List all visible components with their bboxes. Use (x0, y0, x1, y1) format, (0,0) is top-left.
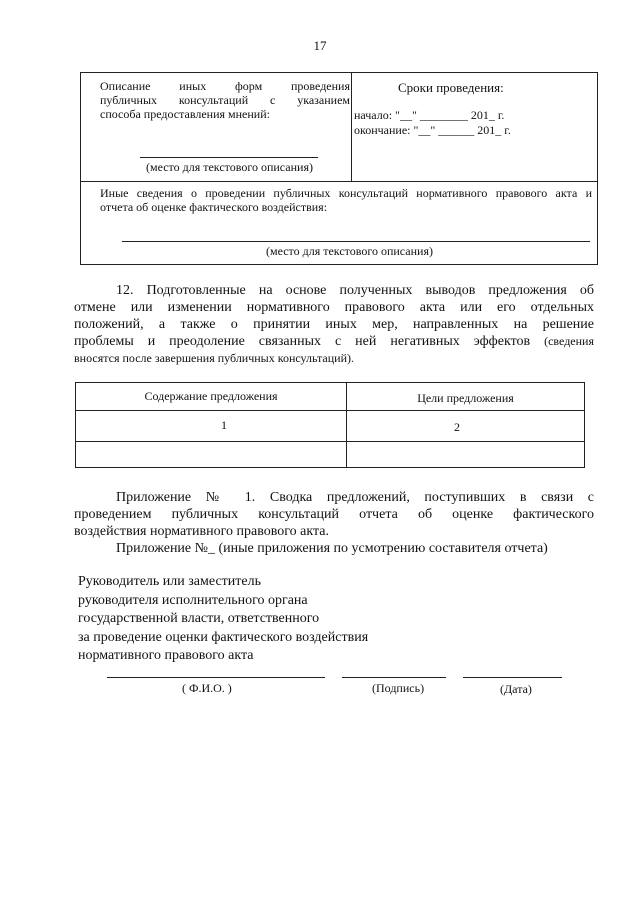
text-placeholder-line (140, 157, 318, 158)
text-placeholder-caption: (место для текстового описания) (146, 160, 313, 174)
table-divider-horizontal (76, 441, 584, 442)
signer-line: государственной власти, ответственного (78, 611, 320, 626)
signer-line: Руководитель или заместитель (78, 574, 261, 589)
fio-signature-line (107, 677, 325, 678)
signer-line: нормативного правового акта (78, 648, 254, 663)
appendix-line: проведением публичных консультаций отчета об оценке фактического (74, 507, 594, 522)
signer-line: за проведение оценки фактического воздействия (78, 629, 369, 645)
description-line: публичных консультаций с указанием (100, 93, 350, 107)
paragraph-line-text: проблемы и преодоление связанных с ней негативных эффектов (74, 334, 531, 349)
signer-line: руководителя исполнительного органа (78, 592, 308, 608)
other-info-placeholder-line (122, 241, 590, 242)
column-number-1: 1 (221, 418, 227, 432)
other-forms-description (100, 79, 350, 121)
paragraph-note-line: вносятся после завершения публичных консультаций). (74, 351, 355, 365)
start-date-line: начало: "__" ________ 201_ г. (354, 108, 505, 122)
paragraph-note: (сведения (544, 334, 594, 348)
table-divider-horizontal (76, 410, 584, 411)
other-info-caption: (место для текстового описания) (266, 244, 433, 258)
other-info-line: Иные сведения о проведении публичных консультаций нормативного правового акта и (100, 186, 592, 200)
appendix-line: Приложение №_ (иные приложения по усмотрению составителя отчета) (116, 541, 548, 556)
sign-signature-line (342, 677, 446, 678)
table-divider-vertical (351, 73, 352, 181)
fio-caption: ( Ф.И.О. ) (182, 681, 232, 695)
description-line: способа предоставления мнений: (100, 107, 270, 121)
paragraph-line: положений, а также о принятии иных мер, направленных на решение (74, 317, 594, 332)
terms-title: Сроки проведения: (398, 80, 504, 95)
appendix-line: Приложение № 1. Сводка предложений, поступивших в связи с (116, 490, 594, 505)
page-number: 17 (313, 38, 327, 53)
description-line: Описание иных форм проведения (100, 79, 350, 93)
header-proposal-goals: Цели предложения (417, 391, 514, 405)
appendix-section (74, 489, 594, 557)
column-number-2: 2 (454, 420, 460, 434)
sign-caption: (Подпись) (372, 681, 425, 695)
appendix-line: воздействия нормативного правового акта. (74, 524, 329, 539)
date-signature-line (463, 677, 562, 678)
signer-block (78, 573, 368, 666)
paragraph-line: 12. Подготовленные на основе полученных выводов предложения об (116, 283, 594, 298)
date-caption: (Дата) (500, 682, 532, 696)
paragraph-12 (74, 282, 594, 367)
header-proposal-content: Содержание предложения (144, 389, 278, 403)
proposals-table (75, 382, 585, 468)
paragraph-line: отмене или изменении нормативного правового акта или его отдельных (74, 300, 594, 315)
other-info-line: отчета об оценке фактического воздействия: (100, 200, 328, 214)
table-divider-horizontal (81, 181, 597, 182)
end-date-line: окончание: "__" ______ 201_ г. (354, 123, 511, 137)
other-info-text (100, 186, 592, 214)
paragraph-line (74, 333, 594, 350)
